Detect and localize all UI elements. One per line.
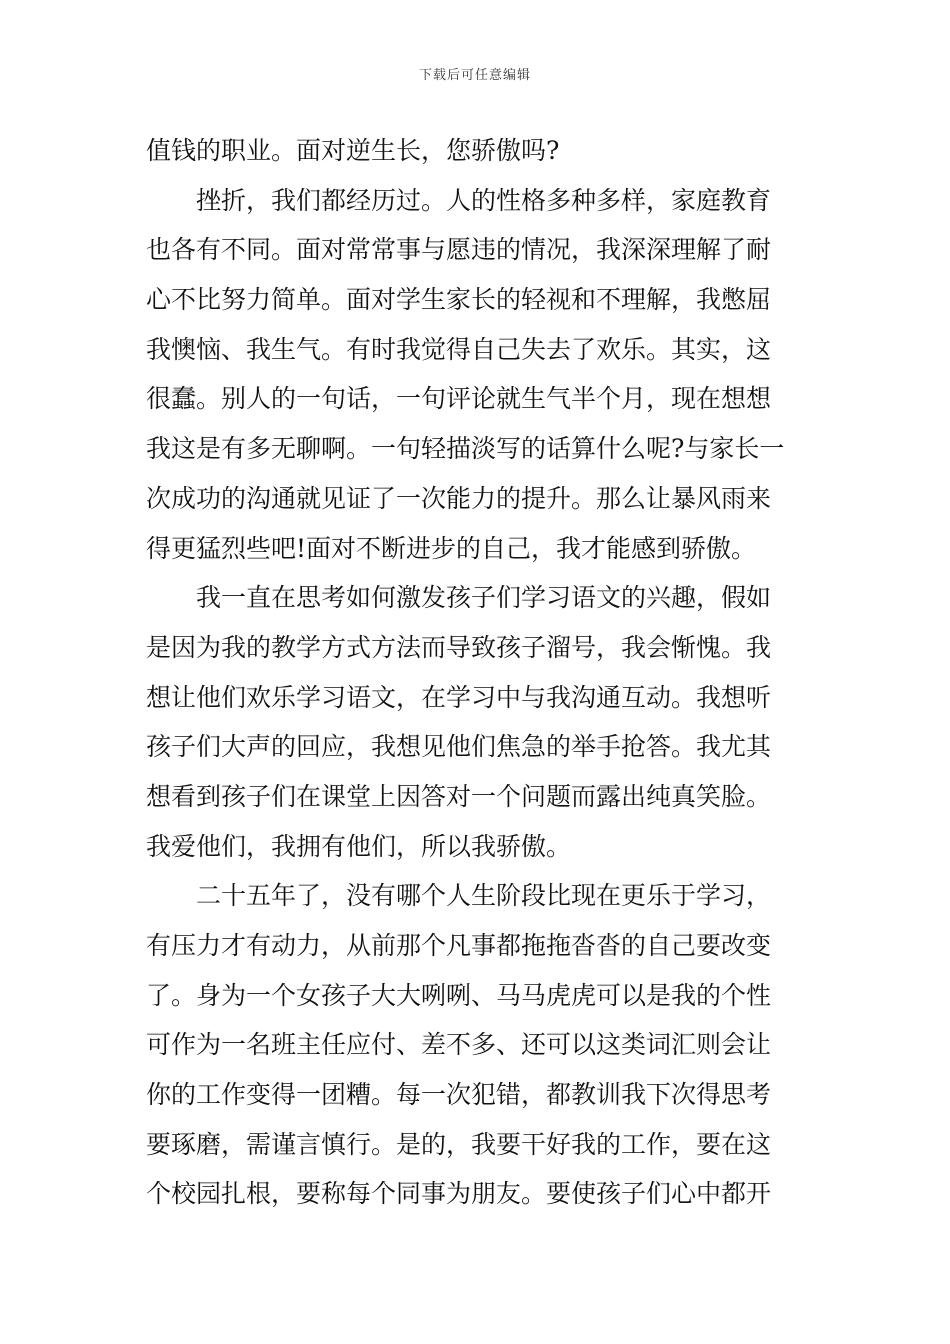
text-line: 我一直在思考如何激发孩子们学习语文的兴趣，假如 xyxy=(196,583,772,613)
text-line: 挫折，我们都经历过。人的性格多种多样，家庭教育 xyxy=(196,185,772,215)
text-line: 我爱他们，我拥有他们，所以我骄傲。 xyxy=(146,831,572,861)
page-header: 下载后可任意编辑 xyxy=(418,68,531,83)
text-line: 你的工作变得一团糟。每一次犯错，都教训我下次得思考 xyxy=(146,1080,772,1110)
text-line: 也各有不同。面对常常事与愿违的情况，我深深理解了耐 xyxy=(146,235,772,265)
text-line: 值钱的职业。面对逆生长，您骄傲吗? xyxy=(146,136,560,165)
text-line: 可作为一名班主任应付、差不多、还可以这类词汇则会让 xyxy=(146,1030,772,1060)
text-line: 二十五年了，没有哪个人生阶段比现在更乐于学习， xyxy=(196,881,772,911)
text-line: 了。身为一个女孩子大大咧咧、马马虎虎可以是我的个性 xyxy=(146,980,772,1010)
text-line: 我这是有多无聊啊。一句轻描淡写的话算什么呢?与家长一 xyxy=(146,434,785,464)
text-line: 我懊恼、我生气。有时我觉得自己失去了欢乐。其实，这 xyxy=(146,334,772,364)
text-line: 要琢磨，需谨言慎行。是的，我要干好我的工作，要在这 xyxy=(146,1129,772,1159)
text-line: 有压力才有动力，从前那个凡事都拖拖沓沓的自己要改变 xyxy=(146,931,772,960)
text-line: 想看到孩子们在课堂上因答对一个问题而露出纯真笑脸。 xyxy=(146,781,772,811)
text-line: 次成功的沟通就见证了一次能力的提升。那么让暴风雨来 xyxy=(146,483,772,513)
text-line: 孩子们大声的回应，我想见他们焦急的举手抢答。我尤其 xyxy=(146,732,772,762)
text-line: 很蠢。别人的一句话，一句评论就生气半个月，现在想想 xyxy=(146,384,772,414)
text-line: 个校园扎根，要称每个同事为朋友。要使孩子们心中都开 xyxy=(146,1179,772,1209)
body-text xyxy=(146,126,810,1219)
text-line: 想让他们欢乐学习语文，在学习中与我沟通互动。我想听 xyxy=(146,682,772,712)
text-line: 得更猛烈些吧!面对不断进步的自己，我才能感到骄傲。 xyxy=(146,533,757,563)
text-line: 心不比努力简单。面对学生家长的轻视和不理解，我憋屈 xyxy=(146,285,772,315)
text-line: 是因为我的教学方式方法而导致孩子溜号，我会惭愧。我 xyxy=(146,632,772,662)
